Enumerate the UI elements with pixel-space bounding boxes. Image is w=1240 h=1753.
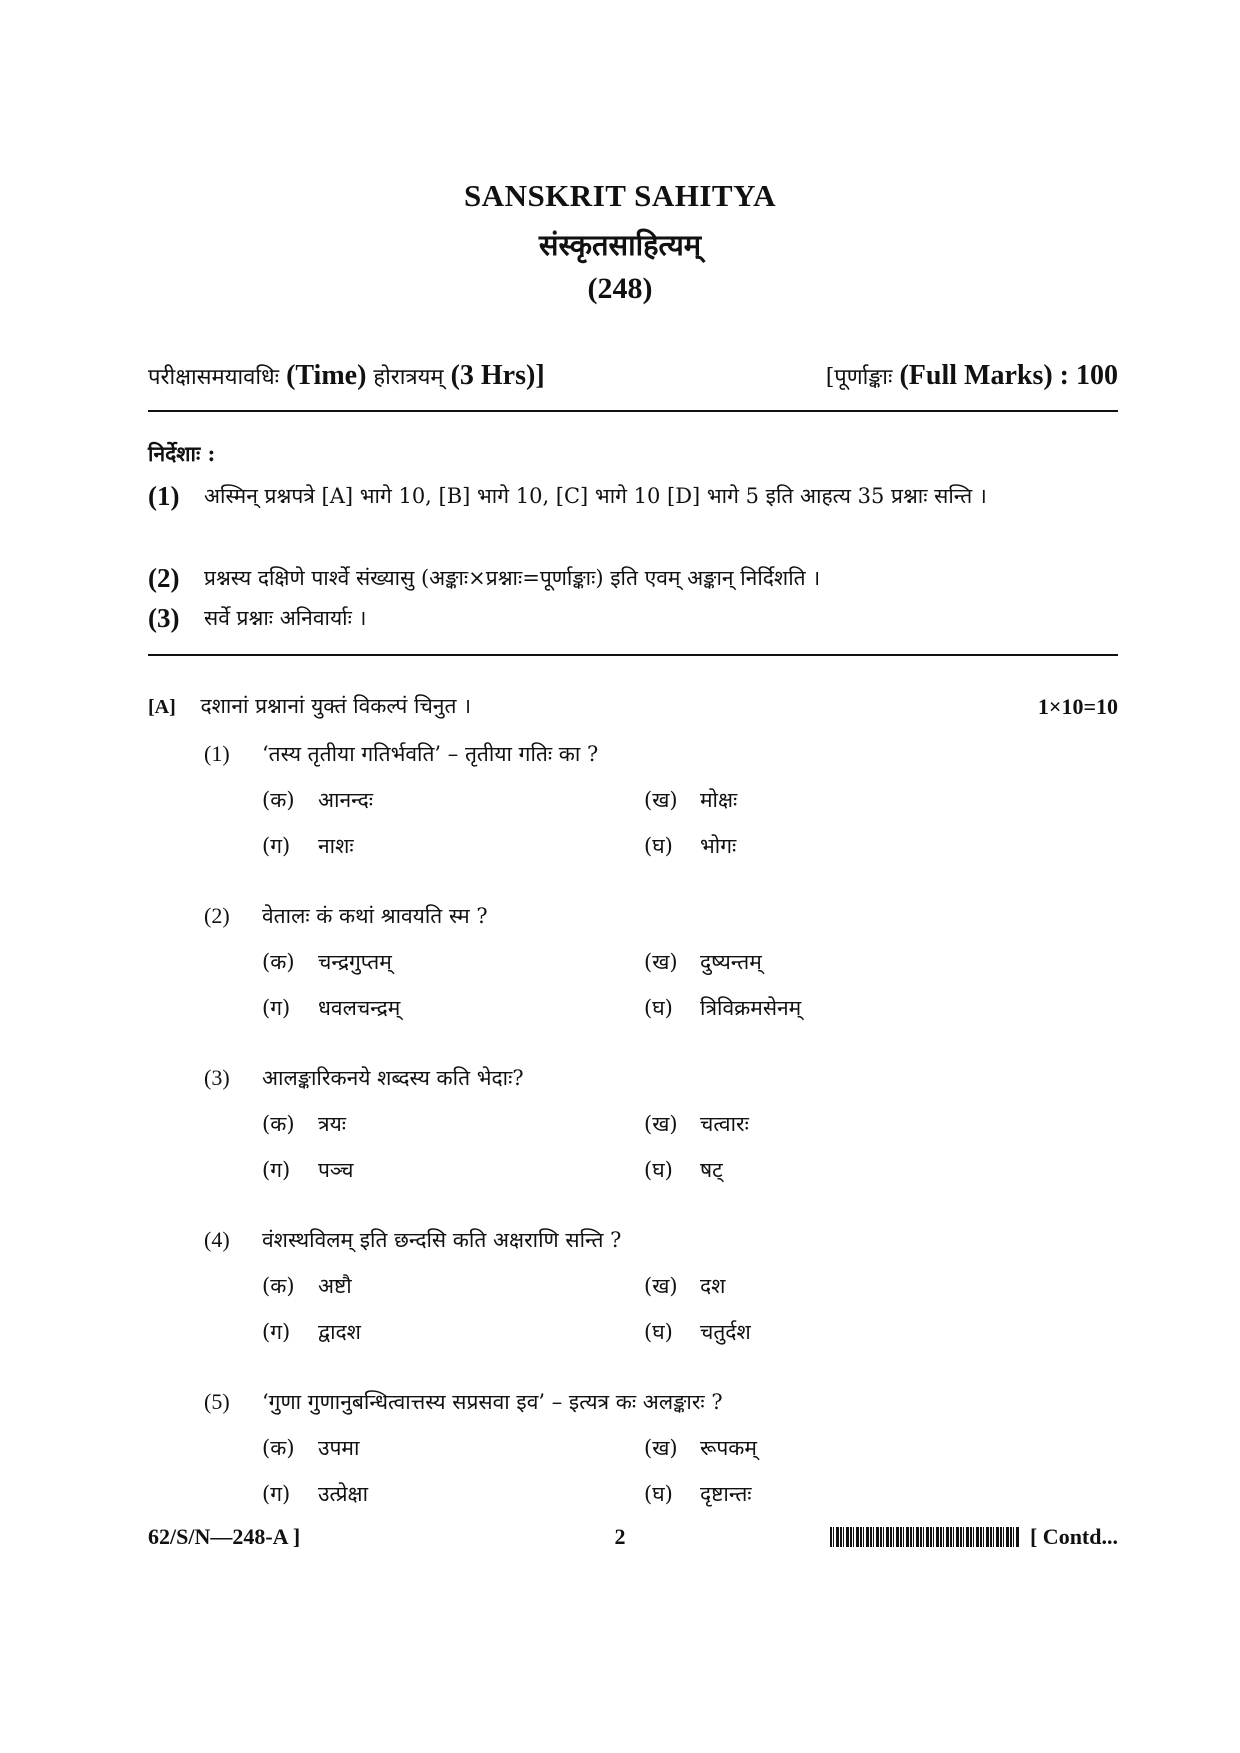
option-text: मोक्षः	[700, 788, 738, 812]
paper-code: 62/S/N—248-A ]	[148, 1524, 301, 1549]
time-hours: (3 Hrs)]	[450, 360, 545, 391]
question-number: (3)	[204, 1065, 230, 1090]
option	[262, 1110, 346, 1138]
option-text: पञ्च	[318, 1158, 354, 1182]
divider	[148, 654, 1118, 656]
option-letter: (क)	[262, 1436, 295, 1460]
option-letter: (क)	[262, 1274, 295, 1298]
question-text: आलङ्कारिकनये शब्दस्य कति भेदाः?	[262, 1066, 524, 1090]
question	[204, 740, 1104, 768]
question-number: (2)	[204, 903, 230, 928]
option-letter: (घ)	[644, 1482, 673, 1506]
option	[644, 832, 736, 860]
instruction-item	[148, 478, 1118, 514]
subject-code: (248)	[587, 272, 653, 305]
option-text: द्वादश	[318, 1320, 361, 1344]
section-marks: 1×10=10	[1037, 694, 1118, 719]
marks-value: : 100	[1059, 360, 1118, 391]
question	[204, 1064, 1104, 1092]
question-text: ‘तस्य तृतीया गतिर्भवति’ – तृतीया गतिः का ?	[262, 742, 599, 766]
option	[262, 1272, 352, 1300]
option-letter: (ग)	[262, 1320, 291, 1344]
option	[644, 994, 801, 1022]
question-number: (4)	[204, 1227, 230, 1252]
question-text: वेतालः कं कथां श्रावयति स्म ?	[262, 904, 488, 928]
question	[204, 1388, 1104, 1416]
marks-info	[826, 360, 1118, 392]
question-text: वंशस्थविलम् इति छन्दसि कति अक्षराणि सन्ति ?	[262, 1228, 622, 1252]
time-en: (Time)	[286, 360, 367, 391]
option-text: त्रिविक्रमसेनम्	[700, 996, 802, 1020]
title-sanskrit: संस्कृतसाहित्यम्	[538, 228, 702, 262]
option-text: आनन्दः	[318, 788, 373, 812]
option	[262, 1434, 359, 1462]
option	[262, 1318, 361, 1346]
divider	[148, 410, 1118, 412]
question-number: (1)	[204, 741, 230, 766]
option-letter: (ख)	[644, 1436, 678, 1460]
option-letter: (ख)	[644, 1274, 678, 1298]
instruction-text: अस्मिन् प्रश्नपत्रे [A] भागे 10, [B] भागे 10, [C] भागे 10 [D] भागे 5 इति आहत्य 35 प्रश्नाः सन्ति ।	[204, 484, 987, 508]
option-text: चतुर्दश	[700, 1320, 751, 1344]
option-text: उत्प्रेक्षा	[318, 1482, 369, 1506]
instruction-item	[148, 600, 1118, 636]
time-value: होरात्रयम्	[373, 365, 444, 390]
option-text: उपमा	[318, 1436, 360, 1460]
option-letter: (ग)	[262, 996, 291, 1020]
instruction-text: सर्वे प्रश्नाः अनिवार्याः ।	[204, 606, 367, 630]
section-label: [A]	[148, 696, 176, 718]
marks-label: [पूर्णाङ्काः	[825, 365, 893, 390]
instruction-number: (1)	[148, 481, 180, 511]
option-letter: (ग)	[262, 1158, 291, 1182]
option	[644, 1110, 749, 1138]
option-letter: (घ)	[644, 834, 673, 858]
title-english: SANSKRIT SAHITYA	[463, 178, 777, 213]
option-text: चन्द्रगुप्तम्	[318, 950, 392, 974]
section-a-header	[148, 692, 1118, 720]
footer-right	[830, 1524, 1118, 1550]
option-letter: (ख)	[644, 950, 678, 974]
option-text: दश	[700, 1274, 726, 1298]
option	[644, 948, 762, 976]
option-letter: (घ)	[644, 996, 673, 1020]
barcode-icon	[830, 1527, 1020, 1547]
instructions-heading: निर्देशाः :	[148, 441, 216, 466]
option-text: चत्वारः	[700, 1112, 749, 1136]
option	[262, 994, 400, 1022]
option-letter: (क)	[262, 788, 295, 812]
option-letter: (ख)	[644, 788, 678, 812]
option	[644, 1272, 725, 1300]
option	[262, 948, 392, 976]
option-text: अष्टौ	[318, 1274, 352, 1298]
instruction-number: (2)	[148, 563, 180, 593]
option-text: दुष्यन्तम्	[700, 950, 762, 974]
option-text: धवलचन्द्रम्	[318, 996, 401, 1020]
option-letter: (क)	[262, 950, 295, 974]
option-text: नाशः	[318, 834, 354, 858]
time-info	[148, 360, 545, 392]
option-letter: (क)	[262, 1112, 295, 1136]
option-letter: (ख)	[644, 1112, 678, 1136]
question	[204, 902, 1104, 930]
marks-en: (Full Marks)	[899, 360, 1053, 391]
option	[644, 786, 737, 814]
option	[262, 1156, 354, 1184]
option-letter: (घ)	[644, 1320, 673, 1344]
option-text: षट्	[700, 1158, 723, 1182]
instruction-text: प्रश्नस्य दक्षिणे पार्श्वे संख्यासु (अङ्काः×प्रश्नाः=पूर्णाङ्काः) इति एवम् अङ्कान् निर्दिशति ।	[204, 566, 821, 590]
instruction-number: (3)	[148, 603, 180, 633]
question	[204, 1226, 1104, 1254]
option	[262, 832, 354, 860]
page-number: 2	[614, 1524, 626, 1549]
option	[262, 1480, 368, 1508]
section-instruction: दशानां प्रश्नानां युक्तं विकल्पं चिनुत ।	[200, 694, 472, 718]
option	[262, 786, 373, 814]
option-letter: (घ)	[644, 1158, 673, 1182]
option-letter: (ग)	[262, 1482, 291, 1506]
question-number: (5)	[204, 1389, 230, 1414]
option-text: त्रयः	[318, 1112, 347, 1136]
question-text: ‘गुणा गुणानुबन्धित्वात्तस्य सप्रसवा इव’ – इत्यत्र कः अलङ्कारः ?	[262, 1390, 723, 1414]
option-letter: (ग)	[262, 834, 291, 858]
time-label: परीक्षासमयावधिः	[148, 365, 280, 390]
instruction-item	[148, 560, 1118, 596]
option	[644, 1318, 751, 1346]
option	[644, 1156, 723, 1184]
continued-label: [ Contd...	[1029, 1524, 1118, 1549]
option-text: रूपकम्	[700, 1436, 757, 1460]
option	[644, 1434, 757, 1462]
option	[644, 1480, 752, 1508]
option-text: दृष्टान्तः	[700, 1482, 752, 1506]
option-text: भोगः	[700, 834, 737, 858]
